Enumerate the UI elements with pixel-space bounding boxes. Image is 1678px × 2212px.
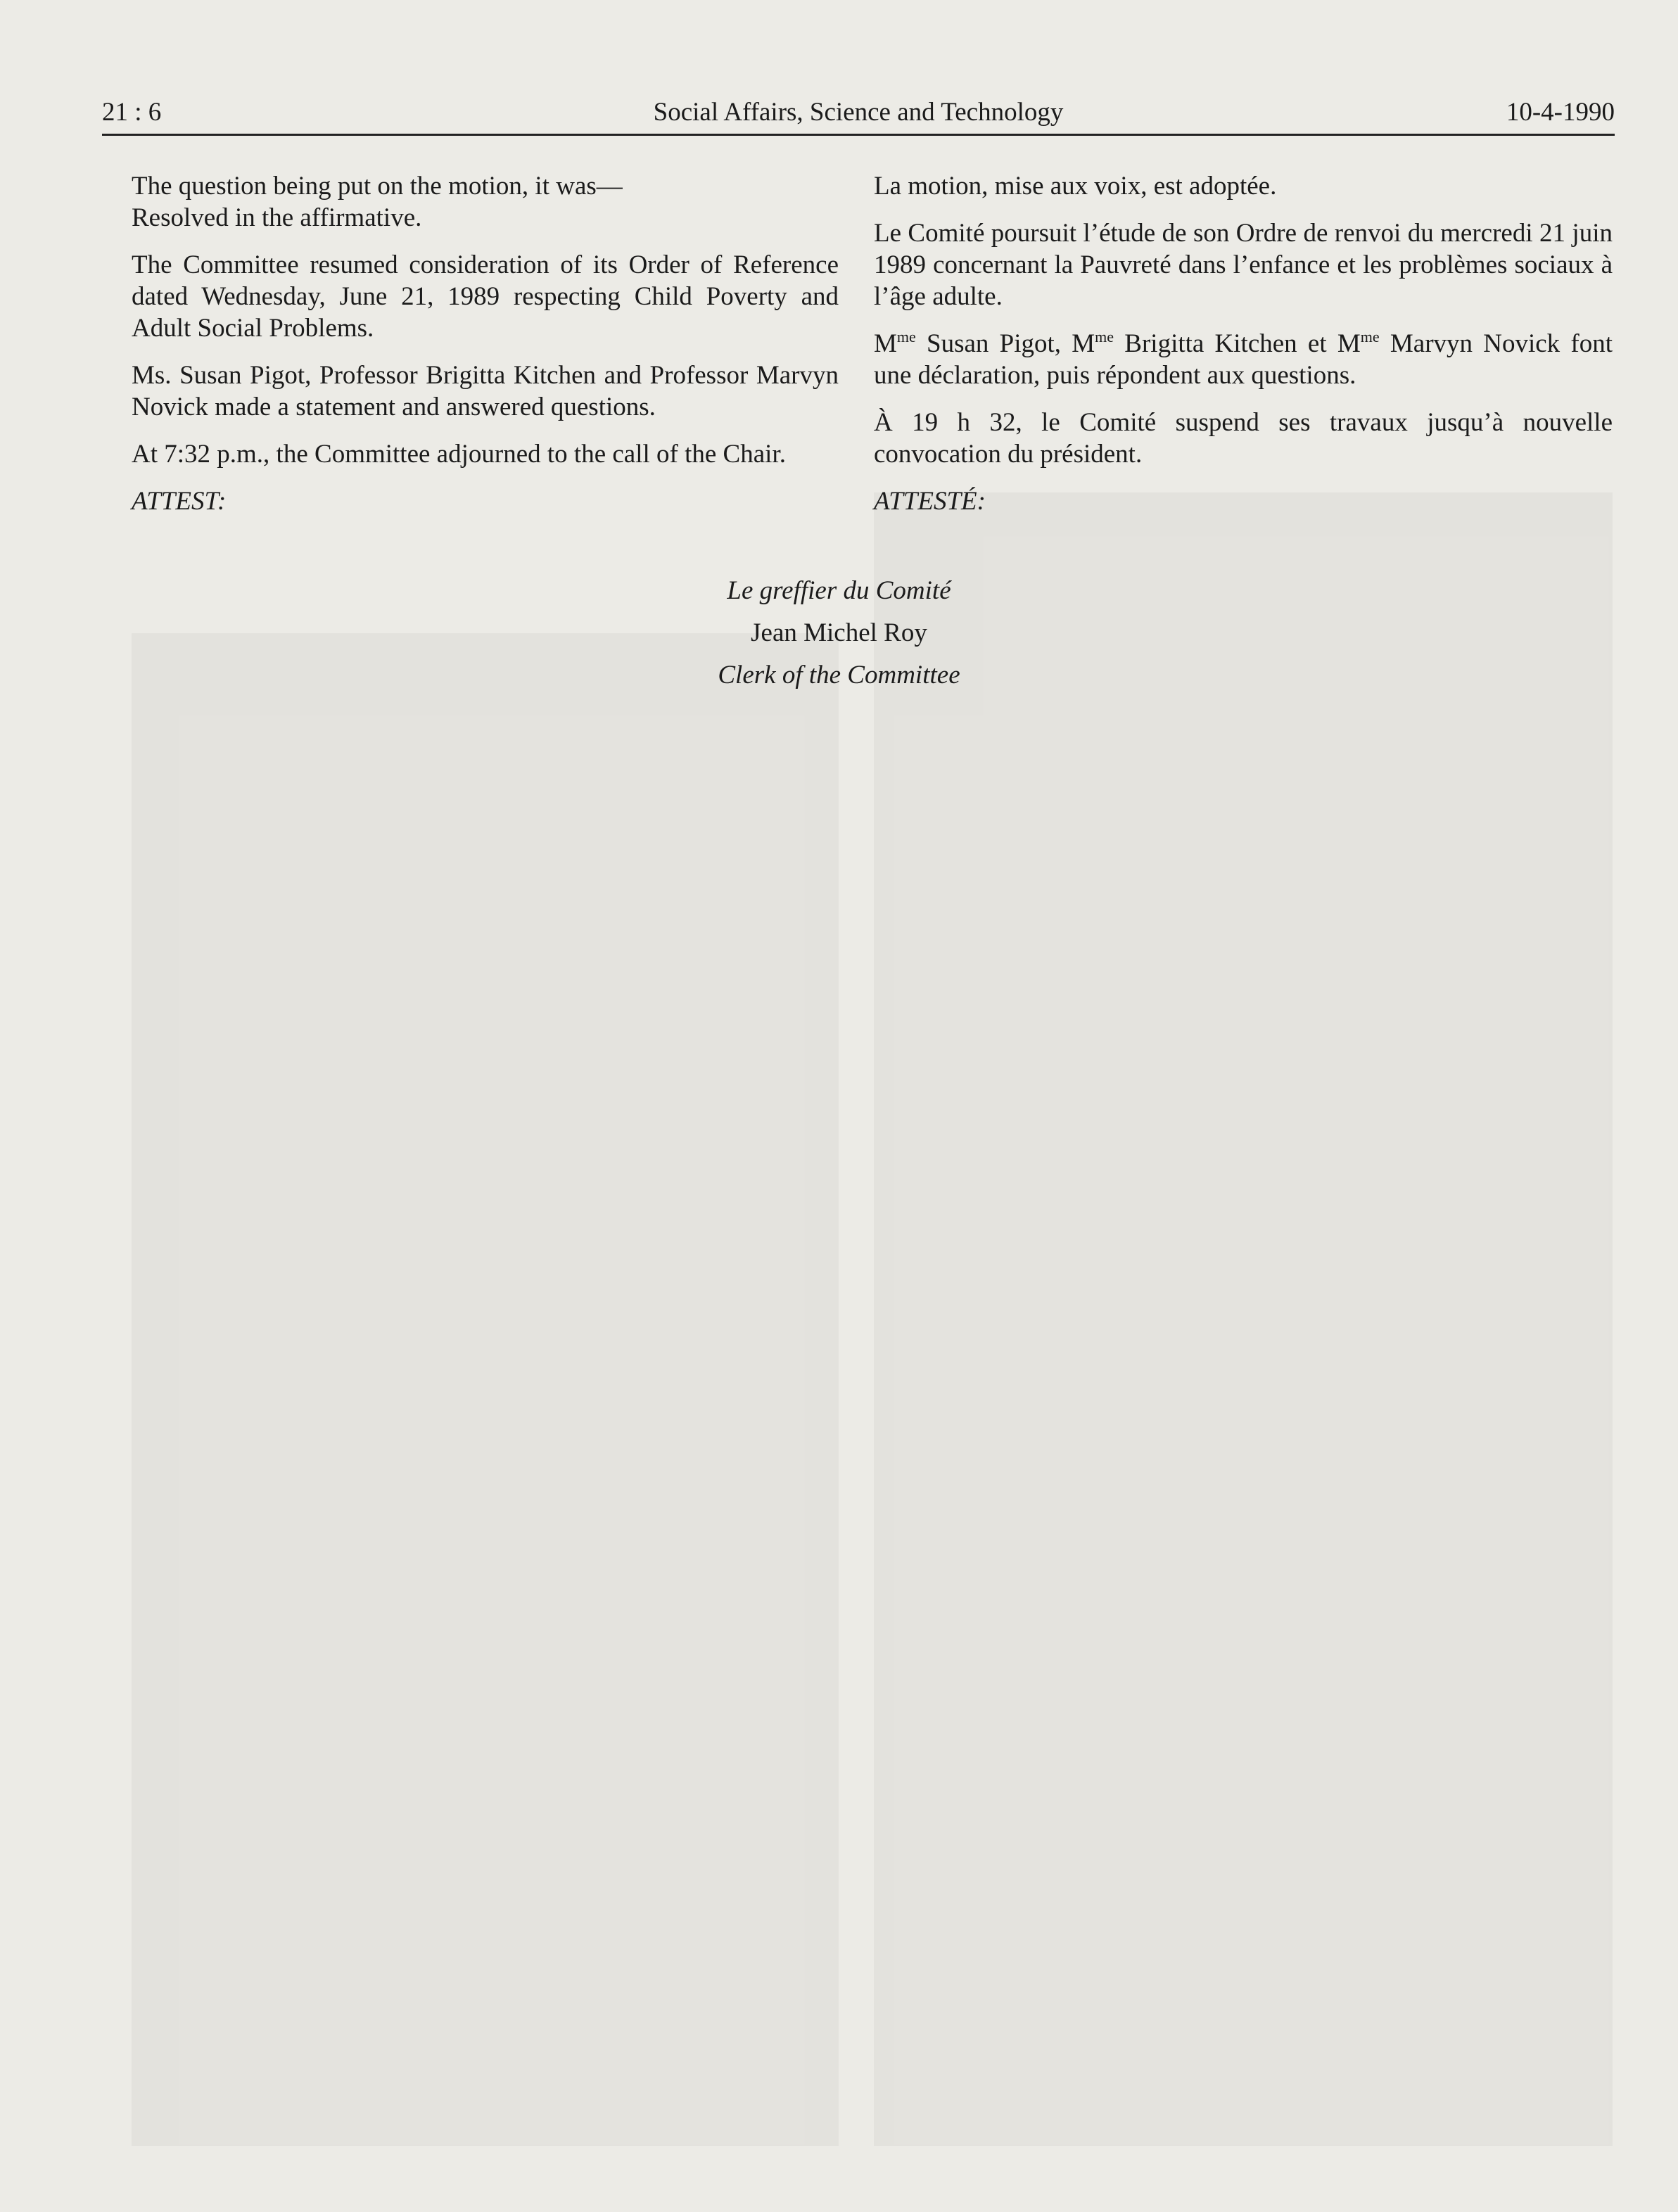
page-header [102,97,1615,136]
page-number: 21 : 6 [102,98,162,127]
bleed-through-right [874,492,1613,2146]
fr-paragraph-adjourned: À 19 h 32, le Comité suspend ses travaux jusqu’à nouvelle convocation du président. [874,408,1613,469]
header-rule [102,134,1615,136]
bleed-through-left [132,633,839,2146]
en-question-line: The question being put on the motion, it was— [132,172,623,201]
running-title: Social Affairs, Science and Technology [653,98,1064,127]
fr-paragraph-witnesses: $M^{me}$ Susan Pigot, $M^{me}$ Brigitta Kitchen et $M^{me}$ Marvyn Novick font une déclaration, puis répondent aux questions. [874,328,1613,390]
en-attest: ATTEST: [132,487,227,516]
signature-block [0,570,1678,697]
clerk-title-fr: Le greffier du Comité [727,576,951,605]
english-column [132,170,839,533]
header-date: 10-4-1990 [1506,98,1615,127]
fr-paragraph-order-of-reference: Le Comité poursuit l’étude de son Ordre de renvoi du mercredi 21 juin 1989 concernant la Pauvreté dans l’enfance et les problèmes sociaux à l’âge adulte. [874,219,1613,311]
clerk-name: Jean Michel Roy [751,618,927,647]
en-paragraph-adjourned: At 7:32 p.m., the Committee adjourned to the call of the Chair. [132,440,786,469]
fr-attest: ATTESTÉ: [874,487,986,516]
en-paragraph-witnesses: Ms. Susan Pigot, Professor Brigitta Kitchen and Professor Marvyn Novick made a statement and answered questions. [132,361,839,421]
en-resolved-line: Resolved in the affirmative. [132,203,422,232]
fr-motion-adopted: La motion, mise aux voix, est adoptée. [874,172,1277,201]
en-paragraph-order-of-reference: The Committee resumed consideration of its Order of Reference dated Wednesday, June 21, 1989 respecting Child Poverty and Adult Social Problems. [132,250,839,343]
french-column [874,170,1613,533]
clerk-title-en: Clerk of the Committee [718,661,960,689]
